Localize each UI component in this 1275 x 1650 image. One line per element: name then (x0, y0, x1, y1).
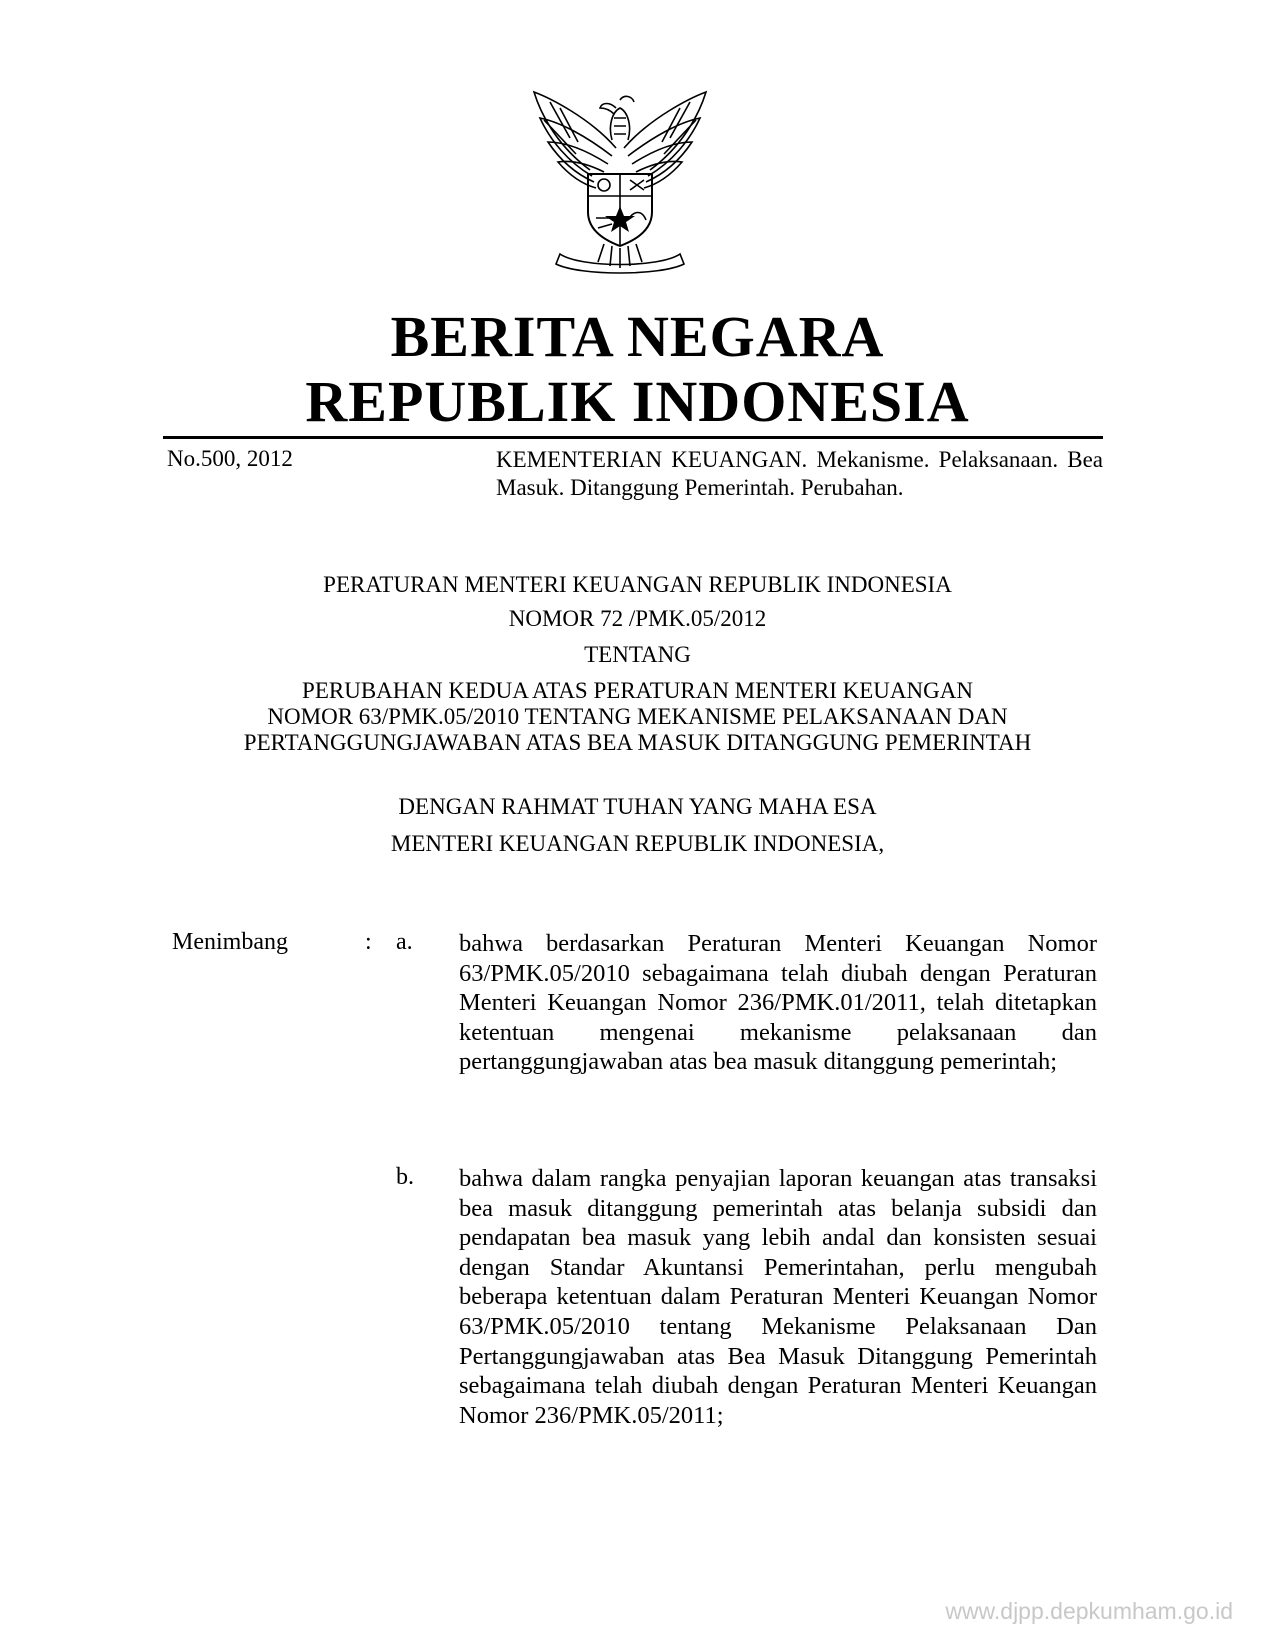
regulation-subject-line: NOMOR 63/PMK.05/2010 TENTANG MEKANISME PELAKSANAAN DAN (267, 704, 1008, 729)
considerations-colon: : (365, 929, 372, 955)
consideration-text: bahwa berdasarkan Peraturan Menteri Keuangan Nomor 63/PMK.05/2010 sebagaimana telah diubah dengan Peraturan Menteri Keuangan Nomor 236/PMK.01/2011, telah ditetapkan ketentuan mengenai mekanisme pelaksanaan dan pertanggungjawaban atas bea masuk ditanggung pemerintah; (459, 930, 1097, 1076)
considerations-label: Menimbang (172, 929, 288, 955)
regulation-tentang: TENTANG (584, 642, 691, 667)
regulation-number: NOMOR 72 /PMK.05/2012 (508, 606, 767, 631)
issue-summary: KEMENTERIAN KEUANGAN. Mekanisme. Pelaksanaan. Bea Masuk. Ditanggung Pemerintah. Perubahan. (496, 447, 1103, 500)
regulation-subject-line: PERUBAHAN KEDUA ATAS PERATURAN MENTERI KEUANGAN (302, 678, 973, 703)
invocation: DENGAN RAHMAT TUHAN YANG MAHA ESA (398, 794, 877, 819)
footer-url: www.djpp.depkumham.go.id (945, 1598, 1233, 1624)
minister-line: MENTERI KEUANGAN REPUBLIK INDONESIA, (390, 831, 885, 856)
masthead-title-line2: REPUBLIK INDONESIA (305, 369, 970, 434)
consideration-text: bahwa dalam rangka penyajian laporan keuangan atas transaksi bea masuk ditanggung pemerintah atas belanja subsidi dan pendapatan bea masuk yang lebih andal dan konsisten sesuai dengan Standar Akuntansi Pemerintahan, perlu mengubah beberapa ketentuan dalam Peraturan Menteri Keuangan Nomor 63/PMK.05/2010 tentang Mekanisme Pelaksanaan Dan Pertanggungjawaban atas Bea Masuk Ditanggung Pemerintah sebagaimana telah diubah dengan Peraturan Menteri Keuangan Nomor 236/PMK.05/2011; (459, 1165, 1097, 1429)
consideration-letter: a. (396, 929, 413, 955)
regulation-title: PERATURAN MENTERI KEUANGAN REPUBLIK INDONESIA (323, 572, 952, 597)
issue-number: No.500, 2012 (167, 446, 293, 471)
regulation-subject-line: PERTANGGUNGJAWABAN ATAS BEA MASUK DITANGGUNG PEMERINTAH (243, 730, 1032, 755)
regulation-subject (0, 678, 1275, 756)
consideration-letter: b. (396, 1164, 414, 1190)
garuda-pancasila-icon (520, 78, 720, 278)
header-rule (163, 436, 1103, 439)
masthead-title-line1: BERITA NEGARA (390, 304, 885, 369)
